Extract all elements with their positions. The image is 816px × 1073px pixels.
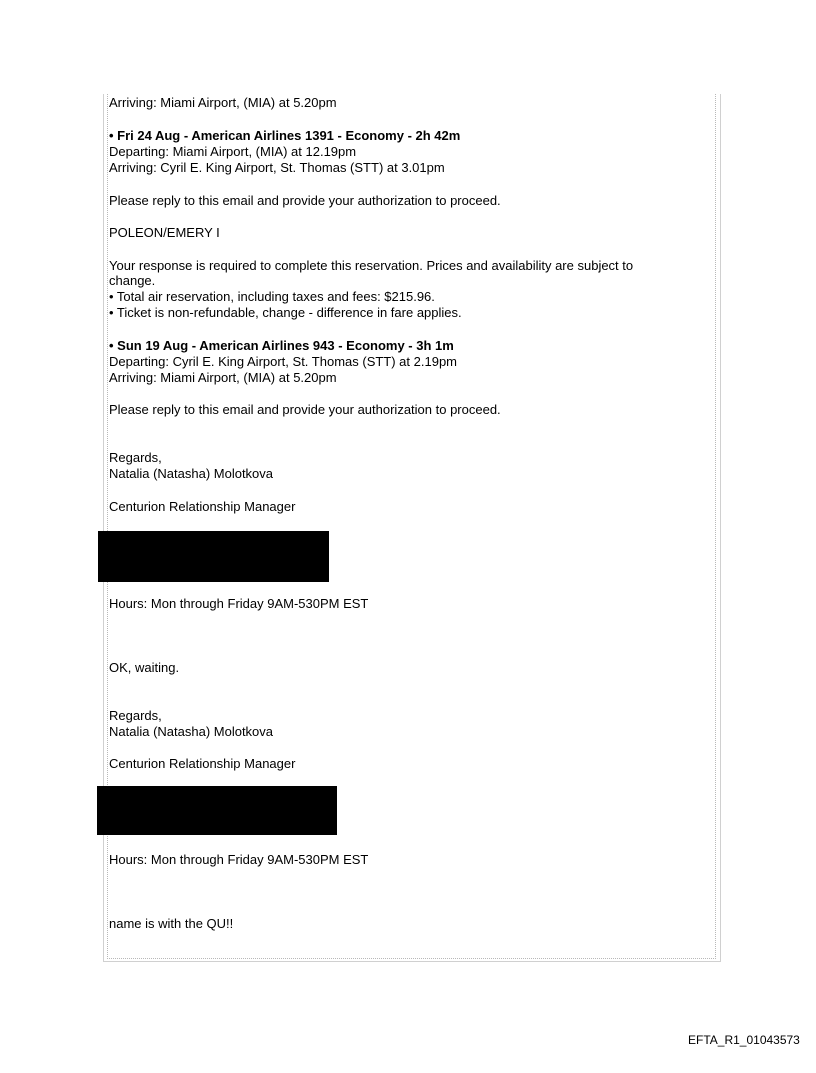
redaction-block — [97, 786, 337, 835]
total-price-line: • Total air reservation, including taxes and fees: $215.96. — [109, 289, 435, 304]
authorization-request: Please reply to this email and provide your authorization to proceed. — [109, 193, 501, 208]
reply-message: name is with the QU!! — [109, 916, 234, 931]
sender-name: Natalia (Natasha) Molotkova — [109, 724, 274, 739]
hours-line: Hours: Mon through Friday 9AM-530PM EST — [109, 852, 369, 867]
departure-line: Departing: Cyril E. King Airport, St. Thomas (STT) at 2.19pm — [109, 354, 457, 369]
arrival-line: Arriving: Cyril E. King Airport, St. Thomas (STT) at 3.01pm — [109, 160, 445, 175]
document-id: EFTA_R1_01043573 — [688, 1033, 800, 1047]
departure-line: Departing: Miami Airport, (MIA) at 12.19pm — [109, 144, 357, 159]
sender-title: Centurion Relationship Manager — [109, 756, 296, 771]
redaction-block — [98, 531, 329, 582]
passenger-name: POLEON/EMERY I — [109, 225, 220, 240]
reply-message: OK, waiting. — [109, 660, 180, 675]
response-notice-cont: change. — [109, 273, 156, 288]
arrival-line: Arriving: Miami Airport, (MIA) at 5.20pm — [109, 95, 337, 110]
response-notice: Your response is required to complete this reservation. Prices and availability are subject to — [109, 258, 634, 273]
sender-title: Centurion Relationship Manager — [109, 499, 296, 514]
flight-heading-outbound: • Fri 24 Aug - American Airlines 1391 - Economy - 2h 42m — [109, 128, 461, 143]
ticket-terms-line: • Ticket is non-refundable, change - difference in fare applies. — [109, 305, 462, 320]
sender-name: Natalia (Natasha) Molotkova — [109, 466, 274, 481]
signoff: Regards, — [109, 708, 162, 723]
flight-heading-return: • Sun 19 Aug - American Airlines 943 - Economy - 3h 1m — [109, 338, 454, 353]
arrival-line: Arriving: Miami Airport, (MIA) at 5.20pm — [109, 370, 337, 385]
authorization-request: Please reply to this email and provide your authorization to proceed. — [109, 402, 501, 417]
signoff: Regards, — [109, 450, 162, 465]
hours-line: Hours: Mon through Friday 9AM-530PM EST — [109, 596, 369, 611]
